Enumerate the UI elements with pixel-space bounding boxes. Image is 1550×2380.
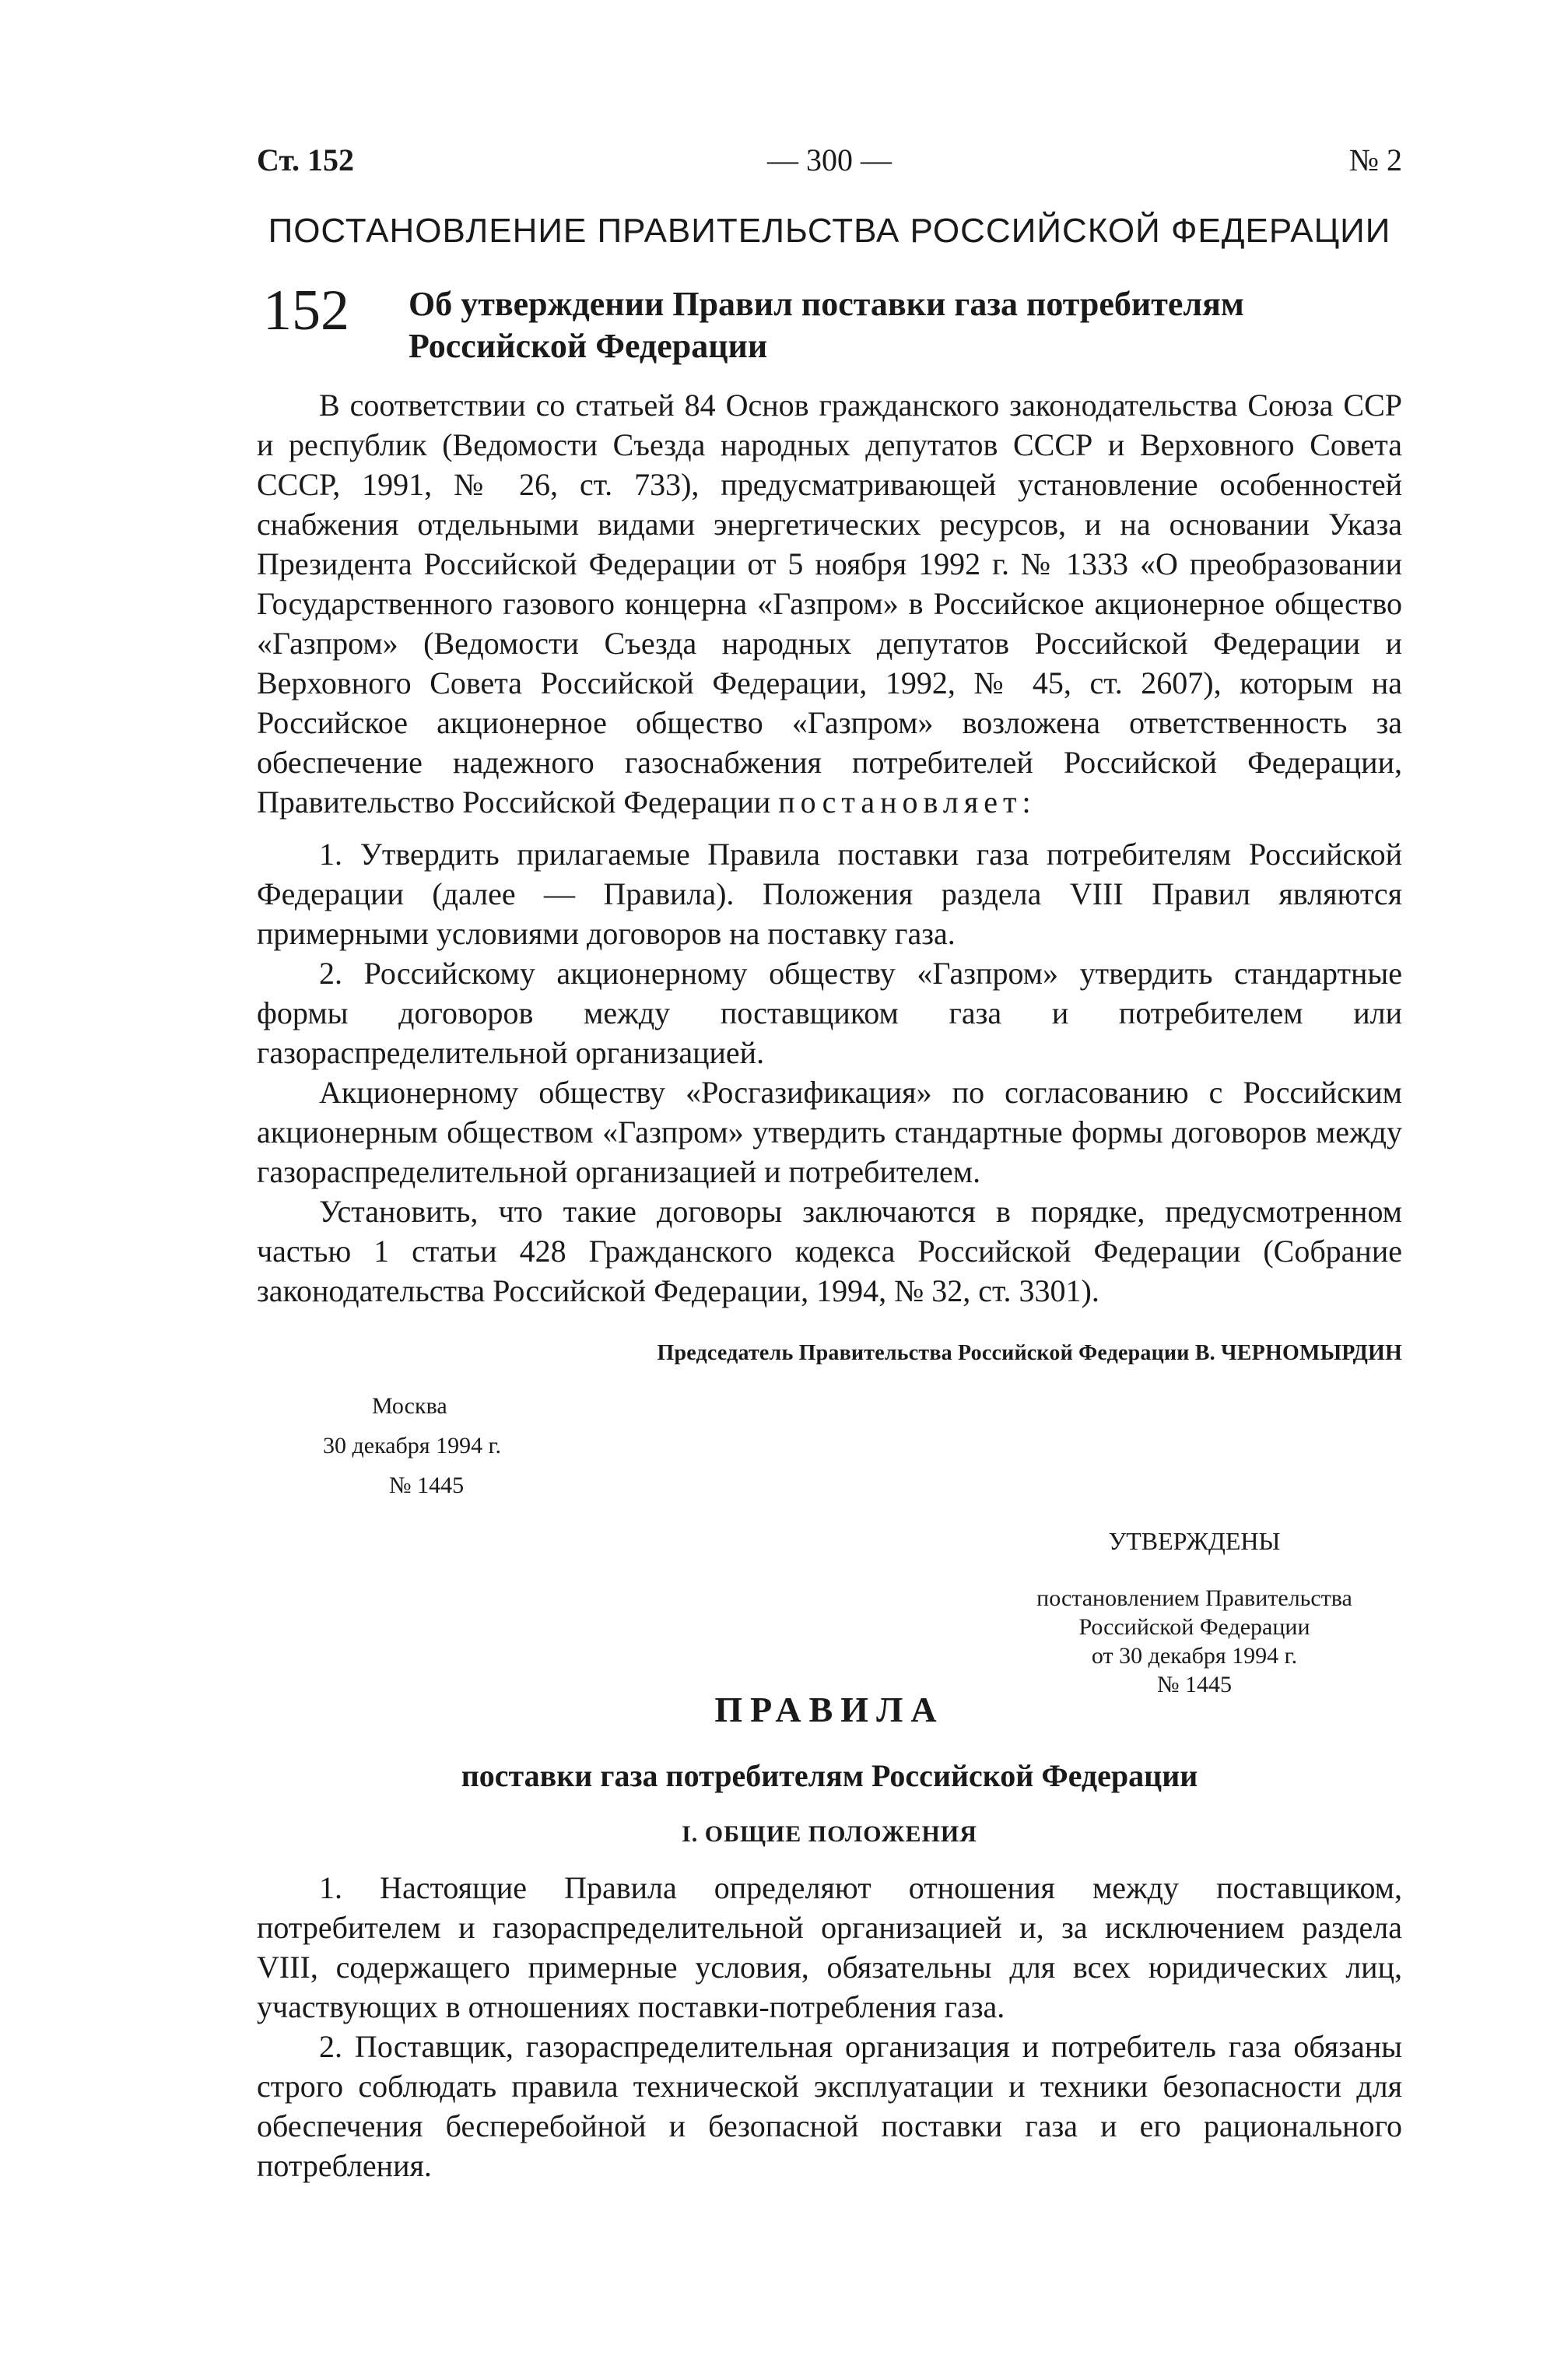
approved-line: № 1445 <box>1156 1672 1233 1697</box>
approved-line: постановлением Правительства <box>1036 1585 1352 1611</box>
running-head <box>257 142 1402 188</box>
resolution-point: 1. Утвердить прилагаемые Правила поставки газа потребителям Российской Федерации (далее — Правила). Положения раздела VIII Правил являются примерными условиями договоров на поставку газа. <box>257 837 1402 951</box>
approved-line: Российской Федерации <box>1078 1614 1310 1640</box>
rules-subtitle: поставки газа потребителям Российской Федерации <box>461 1758 1198 1793</box>
document-title: Об утверждении Правил поставки газа потребителям Российской Федерации <box>409 285 1244 365</box>
resolution-points <box>257 834 1402 1311</box>
preamble <box>257 385 1402 822</box>
resolution-point: 2. Российскому акционерному обществу «Газпром» утвердить стандартные формы договоров между поставщиком газа и потребителем или газораспределительной организацией. <box>257 956 1402 1070</box>
rules-title: ПРАВИЛА <box>714 1690 945 1729</box>
document-number: 152 <box>263 279 349 342</box>
issuer-heading: ПОСТАНОВЛЕНИЕ ПРАВИТЕЛЬСТВА РОССИЙСКОЙ ФЕДЕРАЦИИ <box>268 212 1391 250</box>
resolution-point: Акционерному обществу «Росгазификация» по согласованию с Российским акционерным обществом «Газпром» утвердить стандартные формы договоров между газораспределительной организацией и потребителем. <box>257 1075 1402 1189</box>
place-number: № 1445 <box>389 1473 465 1498</box>
resolves-word: постановляет: <box>778 785 1036 820</box>
rules-body <box>257 1868 1402 2185</box>
approved-heading: УТВЕРЖДЕНЫ <box>1108 1527 1281 1555</box>
place-city: Москва <box>372 1393 447 1419</box>
place-date: 30 декабря 1994 г. <box>323 1433 501 1459</box>
section-heading: I. ОБЩИЕ ПОЛОЖЕНИЯ <box>682 1821 977 1847</box>
rules-paragraph: 1. Настоящие Правила определяют отношения между поставщиком, потребителем и газораспределительной организацией и, за исключением раздела VIII, содержащего примерные условия, обязательны для всех юридических лиц, участвующих в отношениях поставки-потребления газа. <box>257 1870 1402 2024</box>
page-number: — 300 — <box>767 142 892 177</box>
preamble-text: В соответствии со статьей 84 Основ гражданского законодательства Союза ССР и республик (Ведомости Съезда народных депутатов СССР и Верховного Совета СССР, 1991, № 26, ст. 733), предусматривающей установление особенностей снабжения отдельными видами энергетических ресурсов, и на основании Указа Президента Российской Федерации от 5 ноября 1992 г. № 1333 «О преобразовании Государственного газового концерна «Газпром» в Российское акционерное общество «Газпром» (Ведомости Съезда народных депутатов Российской Федерации и Верховного Совета Российской Федерации, 1992, № 45, ст. 2607), которым на Российское акционерное общество «Газпром» возложена ответственность за обеспечение надежного газоснабжения потребителей Российской Федерации, Правительство Российской Федерации <box>257 388 1402 820</box>
signature-line: Председатель Правительства Российской Федерации В. ЧЕРНОМЫРДИН <box>657 1341 1402 1365</box>
issue-number: № 2 <box>1348 142 1402 177</box>
approved-line: от 30 декабря 1994 г. <box>1091 1643 1298 1669</box>
resolution-point: Установить, что такие договоры заключаются в порядке, предусмотренном частью 1 статьи 428 Гражданского кодекса Российской Федерации (Собрание законодательства Российской Федерации, 1994, № 32, ст. 3301). <box>257 1194 1402 1308</box>
approval-stamp <box>984 1527 1404 1699</box>
rules-paragraph: 2. Поставщик, газораспределительная организация и потребитель газа обязаны строго соблюдать правила технической эксплуатации и техники безопасности для обеспечения бесперебойной и безопасной поставки газа и его рационального потребления. <box>257 2029 1402 2183</box>
article-number: Ст. 152 <box>257 142 354 177</box>
